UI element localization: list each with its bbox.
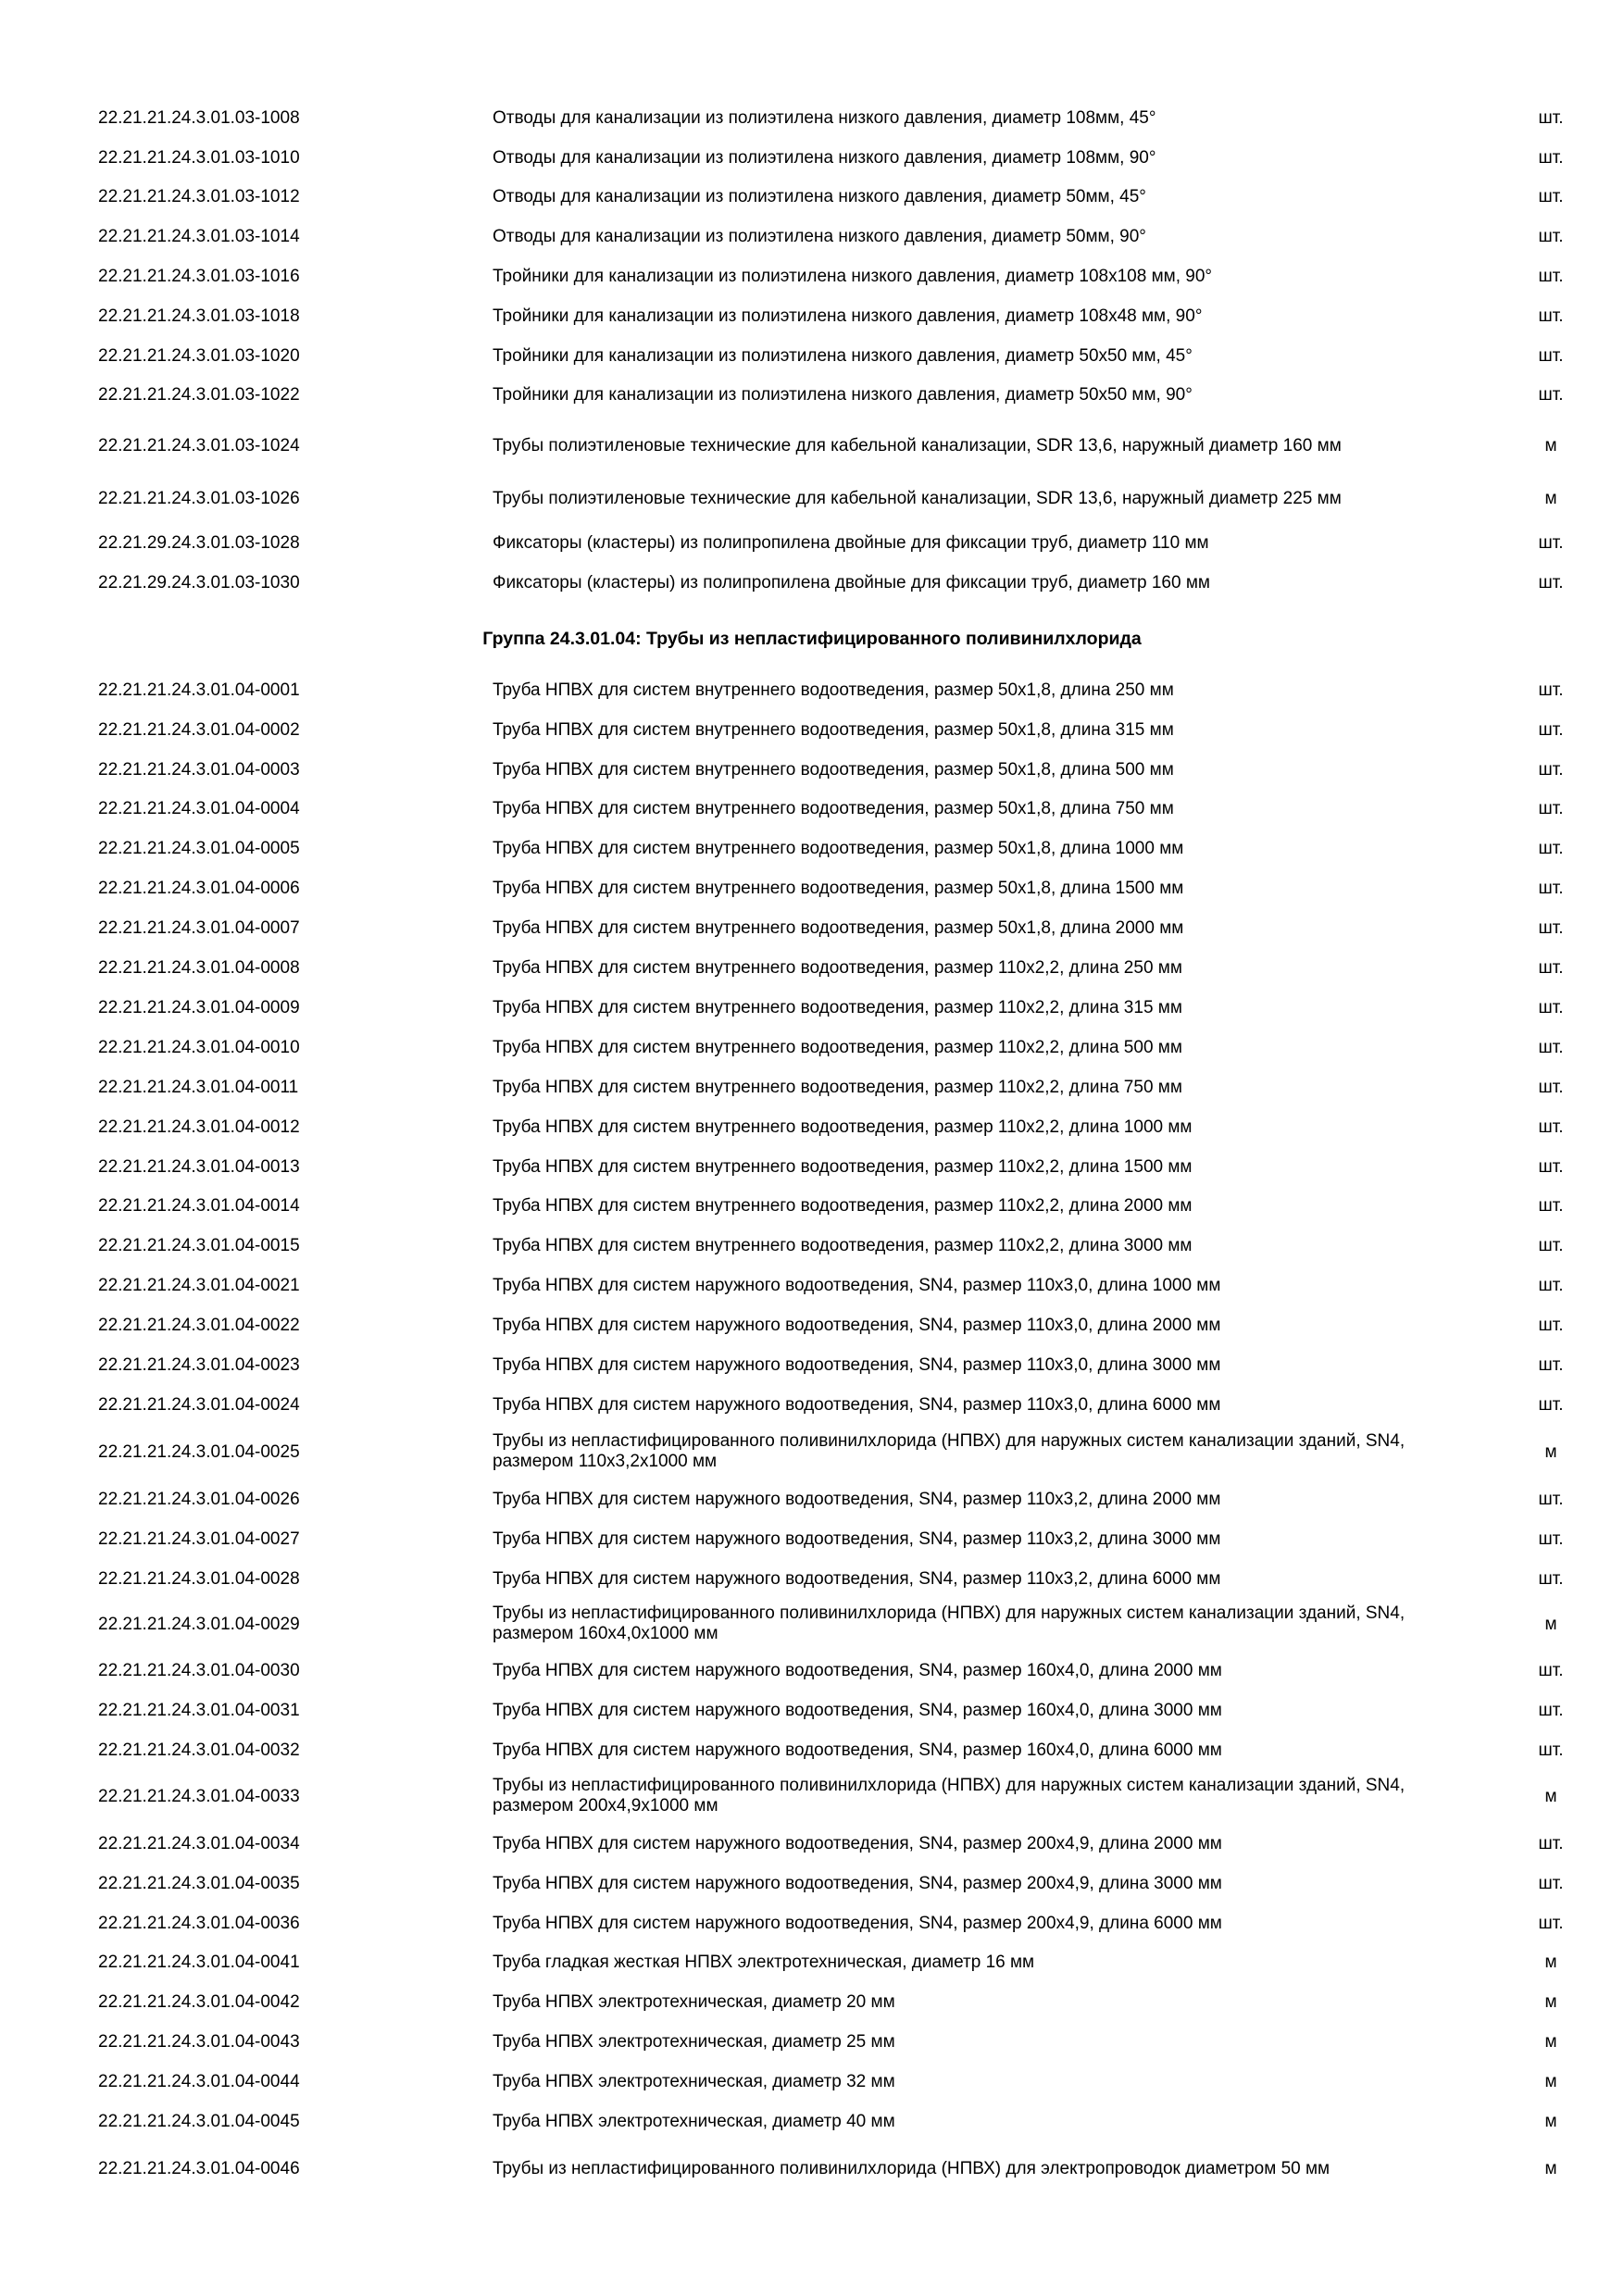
item-name: Трубы из непластифицированного поливинилхлорида (НПВХ) для электропроводок диаметром 50 мм: [493, 2159, 1330, 2178]
item-name: Тройники для канализации из полиэтилена низкого давления, диаметр 50х50 мм, 90°: [493, 385, 1193, 405]
item-unit: шт.: [1538, 680, 1564, 700]
item-name: Труба НПВХ для систем внутреннего водоотведения, размер 110х2,2, длина 1500 мм: [493, 1157, 1193, 1177]
item-name: Труба НПВХ для систем наружного водоотведения, SN4, размер 160х4,0, длина 2000 мм: [493, 1661, 1222, 1680]
item-code: 22.21.21.24.3.01.04-0002: [98, 720, 300, 740]
item-name: Тройники для канализации из полиэтилена низкого давления, диаметр 50х50 мм, 45°: [493, 346, 1193, 366]
item-unit: шт.: [1538, 1395, 1564, 1415]
item-name: Труба НПВХ для систем наружного водоотведения, SN4, размер 110х3,0, длина 6000 мм: [493, 1395, 1221, 1415]
item-unit: шт.: [1538, 799, 1564, 818]
item-unit: шт.: [1538, 1701, 1564, 1720]
item-code: 22.21.29.24.3.01.03-1030: [98, 573, 300, 593]
item-code: 22.21.21.24.3.01.04-0041: [98, 1953, 300, 1972]
item-code: 22.21.21.24.3.01.04-0026: [98, 1490, 300, 1509]
item-unit: шт.: [1538, 1117, 1564, 1137]
item-code: 22.21.21.24.3.01.04-0007: [98, 918, 300, 938]
item-unit: шт.: [1538, 1490, 1564, 1509]
item-code: 22.21.21.24.3.01.04-0033: [98, 1787, 300, 1806]
item-unit: шт.: [1538, 306, 1564, 326]
item-code: 22.21.21.24.3.01.04-0042: [98, 1992, 300, 2012]
item-code: 22.21.21.24.3.01.04-0012: [98, 1117, 300, 1137]
item-name: Труба НПВХ для систем наружного водоотведения, SN4, размер 200х4,9, длина 6000 мм: [493, 1914, 1222, 1933]
item-unit: шт.: [1538, 839, 1564, 858]
item-code: 22.21.21.24.3.01.04-0035: [98, 1874, 300, 1893]
item-unit: шт.: [1538, 1196, 1564, 1216]
item-code: 22.21.21.24.3.01.04-0006: [98, 879, 300, 898]
item-code: 22.21.21.24.3.01.04-0004: [98, 799, 300, 818]
item-unit: шт.: [1538, 998, 1564, 1017]
item-unit: м: [1544, 2032, 1557, 2052]
item-name: Отводы для канализации из полиэтилена низкого давления, диаметр 50мм, 90°: [493, 227, 1146, 246]
item-name: Труба НПВХ для систем наружного водоотведения, SN4, размер 110х3,0, длина 3000 мм: [493, 1355, 1221, 1375]
item-name: Труба НПВХ для систем наружного водоотведения, SN4, размер 200х4,9, длина 3000 мм: [493, 1874, 1222, 1893]
item-name: Труба НПВХ для систем внутреннего водоотведения, размер 110х2,2, длина 250 мм: [493, 958, 1182, 978]
item-code: 22.21.21.24.3.01.04-0010: [98, 1038, 300, 1057]
item-code: 22.21.21.24.3.01.04-0046: [98, 2159, 300, 2178]
item-name: Отводы для канализации из полиэтилена низкого давления, диаметр 108мм, 90°: [493, 148, 1156, 168]
item-name: Труба НПВХ для систем внутреннего водоотведения, размер 50х1,8, длина 2000 мм: [493, 918, 1184, 938]
item-name: Тройники для канализации из полиэтилена низкого давления, диаметр 108х48 мм, 90°: [493, 306, 1203, 326]
item-code: 22.21.21.24.3.01.04-0022: [98, 1316, 300, 1335]
item-name: Труба НПВХ для систем наружного водоотведения, SN4, размер 110х3,2, длина 2000 мм: [493, 1490, 1221, 1509]
item-code: 22.21.21.24.3.01.03-1020: [98, 346, 300, 366]
item-unit: шт.: [1538, 1236, 1564, 1255]
item-name: Труба НПВХ для систем наружного водоотведения, SN4, размер 110х3,2, длина 3000 мм: [493, 1529, 1221, 1549]
item-code: 22.21.21.24.3.01.04-0045: [98, 2112, 300, 2131]
item-name: Труба НПВХ электротехническая, диаметр 20 мм: [493, 1992, 895, 2012]
item-unit: шт.: [1538, 1834, 1564, 1853]
item-name: Труба НПВХ для систем наружного водоотведения, SN4, размер 110х3,2, длина 6000 мм: [493, 1569, 1221, 1589]
item-name: Отводы для канализации из полиэтилена низкого давления, диаметр 50мм, 45°: [493, 187, 1146, 206]
item-code: 22.21.21.24.3.01.04-0021: [98, 1276, 300, 1295]
item-name: Труба НПВХ для систем наружного водоотведения, SN4, размер 110х3,0, длина 2000 мм: [493, 1316, 1221, 1335]
item-unit: шт.: [1538, 227, 1564, 246]
item-code: 22.21.21.24.3.01.04-0014: [98, 1196, 300, 1216]
item-name: Труба НПВХ для систем наружного водоотведения, SN4, размер 200х4,9, длина 2000 мм: [493, 1834, 1222, 1853]
item-name: Отводы для канализации из полиэтилена низкого давления, диаметр 108мм, 45°: [493, 108, 1156, 128]
item-unit: м: [1544, 2072, 1557, 2091]
item-code: 22.21.21.24.3.01.04-0027: [98, 1529, 300, 1549]
item-unit: шт.: [1538, 346, 1564, 366]
item-code: 22.21.21.24.3.01.04-0028: [98, 1569, 300, 1589]
item-code: 22.21.21.24.3.01.04-0001: [98, 680, 300, 700]
item-code: 22.21.21.24.3.01.04-0036: [98, 1914, 300, 1933]
item-unit: шт.: [1538, 533, 1564, 553]
item-name: Фиксаторы (кластеры) из полипропилена двойные для фиксации труб, диаметр 110 мм: [493, 533, 1209, 553]
item-name: Труба НПВХ для систем наружного водоотведения, SN4, размер 160х4,0, длина 3000 мм: [493, 1701, 1222, 1720]
item-code: 22.21.21.24.3.01.04-0025: [98, 1442, 300, 1462]
item-unit: шт.: [1538, 573, 1564, 593]
item-name: Труба НПВХ электротехническая, диаметр 25 мм: [493, 2032, 895, 2052]
item-code: 22.21.21.24.3.01.04-0011: [98, 1078, 299, 1097]
item-code: 22.21.29.24.3.01.03-1028: [98, 533, 300, 553]
item-name: Труба НПВХ электротехническая, диаметр 40 мм: [493, 2112, 895, 2131]
item-unit: шт.: [1538, 108, 1564, 128]
item-unit: шт.: [1538, 720, 1564, 740]
item-name: Тройники для канализации из полиэтилена низкого давления, диаметр 108х108 мм, 90°: [493, 267, 1212, 286]
item-unit: шт.: [1538, 1038, 1564, 1057]
item-name: Труба НПВХ для систем внутреннего водоотведения, размер 50х1,8, длина 750 мм: [493, 799, 1174, 818]
item-code: 22.21.21.24.3.01.04-0009: [98, 998, 300, 1017]
item-code: 22.21.21.24.3.01.03-1018: [98, 306, 300, 326]
item-unit: м: [1544, 1787, 1557, 1806]
item-name: Труба НПВХ для систем внутреннего водоотведения, размер 110х2,2, длина 3000 мм: [493, 1236, 1193, 1255]
item-unit: шт.: [1538, 187, 1564, 206]
item-unit: шт.: [1538, 385, 1564, 405]
item-code: 22.21.21.24.3.01.04-0034: [98, 1834, 300, 1853]
item-code: 22.21.21.24.3.01.03-1024: [98, 436, 300, 455]
item-unit: шт.: [1538, 1569, 1564, 1589]
item-name: Труба НПВХ для систем внутреннего водоотведения, размер 50х1,8, длина 315 мм: [493, 720, 1174, 740]
item-code: 22.21.21.24.3.01.04-0008: [98, 958, 300, 978]
item-code: 22.21.21.24.3.01.03-1026: [98, 489, 300, 508]
item-unit: шт.: [1538, 918, 1564, 938]
item-code: 22.21.21.24.3.01.03-1012: [98, 187, 300, 206]
item-unit: шт.: [1538, 1741, 1564, 1760]
item-name: Трубы из непластифицированного поливинилхлорида (НПВХ) для наружных систем канализации зданий, SN4, размером 200х4,9х1000 мм: [493, 1776, 1405, 1816]
item-code: 22.21.21.24.3.01.03-1008: [98, 108, 300, 128]
item-name: Труба НПВХ для систем внутреннего водоотведения, размер 110х2,2, длина 1000 мм: [493, 1117, 1193, 1137]
item-code: 22.21.21.24.3.01.04-0015: [98, 1236, 300, 1255]
item-unit: м: [1544, 1442, 1557, 1462]
item-unit: шт.: [1538, 1529, 1564, 1549]
item-code: 22.21.21.24.3.01.03-1014: [98, 227, 300, 246]
group-title: Группа 24.3.01.04: Трубы из непластифицированного поливинилхлорида: [482, 629, 1142, 649]
item-unit: шт.: [1538, 1078, 1564, 1097]
item-unit: шт.: [1538, 1355, 1564, 1375]
item-unit: м: [1544, 489, 1557, 508]
item-code: 22.21.21.24.3.01.04-0032: [98, 1741, 300, 1760]
item-unit: м: [1544, 1953, 1557, 1972]
item-unit: м: [1544, 2159, 1557, 2178]
item-name: Трубы полиэтиленовые технические для кабельной канализации, SDR 13,6, наружный диаметр 225 мм: [493, 489, 1342, 508]
item-code: 22.21.21.24.3.01.04-0043: [98, 2032, 300, 2052]
item-name: Труба НПВХ для систем внутреннего водоотведения, размер 110х2,2, длина 500 мм: [493, 1038, 1182, 1057]
item-code: 22.21.21.24.3.01.04-0029: [98, 1615, 300, 1634]
item-unit: шт.: [1538, 1914, 1564, 1933]
item-unit: м: [1544, 1615, 1557, 1634]
item-unit: шт.: [1538, 148, 1564, 168]
item-name: Фиксаторы (кластеры) из полипропилена двойные для фиксации труб, диаметр 160 мм: [493, 573, 1210, 593]
item-unit: шт.: [1538, 760, 1564, 780]
item-name: Труба НПВХ для систем внутреннего водоотведения, размер 110х2,2, длина 750 мм: [493, 1078, 1182, 1097]
item-code: 22.21.21.24.3.01.04-0005: [98, 839, 300, 858]
item-code: 22.21.21.24.3.01.03-1022: [98, 385, 300, 405]
item-name: Труба гладкая жесткая НПВХ электротехническая, диаметр 16 мм: [493, 1953, 1035, 1972]
item-code: 22.21.21.24.3.01.04-0031: [98, 1701, 300, 1720]
item-code: 22.21.21.24.3.01.04-0030: [98, 1661, 300, 1680]
item-unit: шт.: [1538, 1661, 1564, 1680]
item-code: 22.21.21.24.3.01.03-1010: [98, 148, 300, 168]
item-unit: м: [1544, 2112, 1557, 2131]
item-name: Труба НПВХ для систем внутреннего водоотведения, размер 110х2,2, длина 315 мм: [493, 998, 1182, 1017]
item-unit: шт.: [1538, 1157, 1564, 1177]
item-code: 22.21.21.24.3.01.04-0044: [98, 2072, 300, 2091]
item-unit: шт.: [1538, 1276, 1564, 1295]
item-name: Труба НПВХ для систем внутреннего водоотведения, размер 50х1,8, длина 500 мм: [493, 760, 1174, 780]
item-unit: шт.: [1538, 958, 1564, 978]
item-code: 22.21.21.24.3.01.04-0023: [98, 1355, 300, 1375]
item-name: Труба НПВХ для систем наружного водоотведения, SN4, размер 160х4,0, длина 6000 мм: [493, 1741, 1222, 1760]
item-unit: шт.: [1538, 1316, 1564, 1335]
item-unit: шт.: [1538, 879, 1564, 898]
item-code: 22.21.21.24.3.01.04-0003: [98, 760, 300, 780]
item-name: Трубы из непластифицированного поливинилхлорида (НПВХ) для наружных систем канализации зданий, SN4, размером 110х3,2х1000 мм: [493, 1431, 1405, 1471]
item-name: Труба НПВХ электротехническая, диаметр 32 мм: [493, 2072, 895, 2091]
item-unit: м: [1544, 1992, 1557, 2012]
item-name: Труба НПВХ для систем внутреннего водоотведения, размер 110х2,2, длина 2000 мм: [493, 1196, 1193, 1216]
item-name: Труба НПВХ для систем внутреннего водоотведения, размер 50х1,8, длина 1000 мм: [493, 839, 1184, 858]
item-name: Труба НПВХ для систем внутреннего водоотведения, размер 50х1,8, длина 250 мм: [493, 680, 1174, 700]
item-name: Трубы из непластифицированного поливинилхлорида (НПВХ) для наружных систем канализации зданий, SN4, размером 160х4,0х1000 мм: [493, 1603, 1405, 1643]
item-name: Труба НПВХ для систем наружного водоотведения, SN4, размер 110х3,0, длина 1000 мм: [493, 1276, 1221, 1295]
item-name: Трубы полиэтиленовые технические для кабельной канализации, SDR 13,6, наружный диаметр 160 мм: [493, 436, 1342, 455]
item-unit: шт.: [1538, 267, 1564, 286]
item-unit: м: [1544, 436, 1557, 455]
item-unit: шт.: [1538, 1874, 1564, 1893]
item-code: 22.21.21.24.3.01.03-1016: [98, 267, 300, 286]
item-name: Труба НПВХ для систем внутреннего водоотведения, размер 50х1,8, длина 1500 мм: [493, 879, 1184, 898]
item-code: 22.21.21.24.3.01.04-0013: [98, 1157, 300, 1177]
item-code: 22.21.21.24.3.01.04-0024: [98, 1395, 300, 1415]
